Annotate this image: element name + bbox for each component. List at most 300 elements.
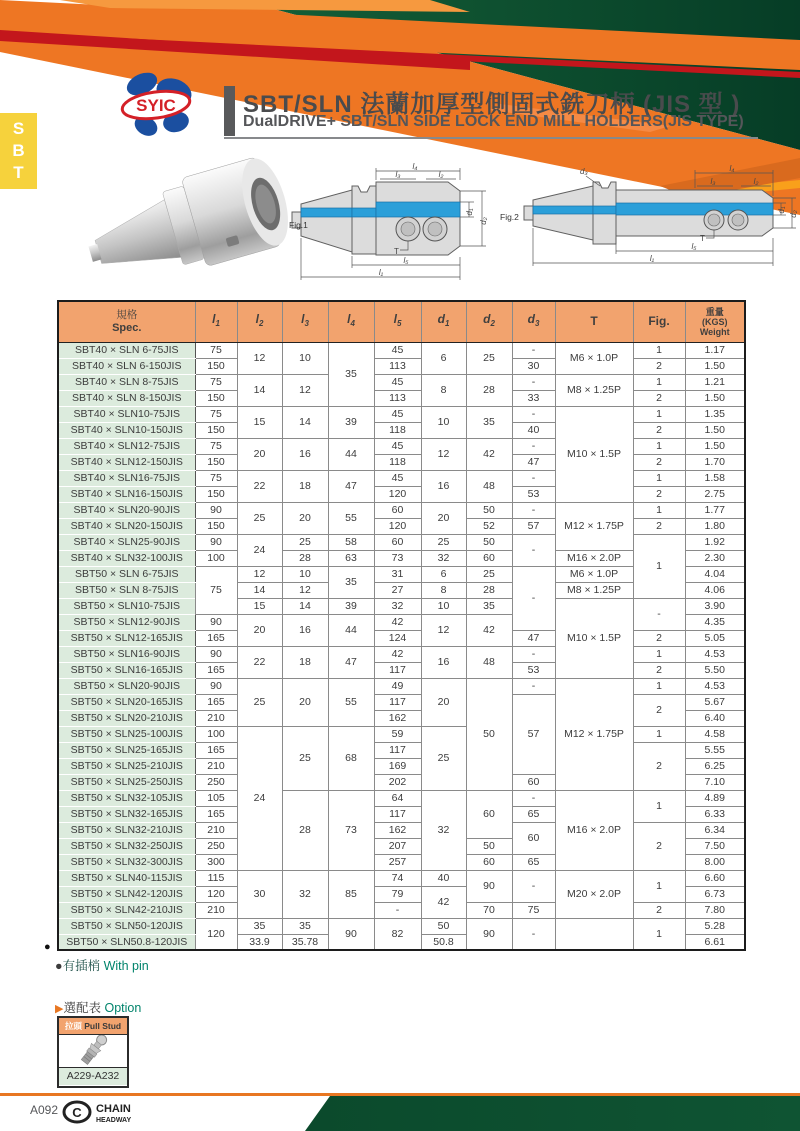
spec-cell: SBT40 × SLN10-150JIS	[58, 422, 195, 438]
data-cell: 32	[421, 790, 466, 870]
data-cell: 31	[374, 566, 421, 582]
data-cell: 1	[633, 342, 685, 358]
data-cell: M12 × 1.75P	[555, 678, 633, 790]
data-cell: 39	[328, 406, 374, 438]
spec-cell: SBT40 × SLN25-90JIS	[58, 534, 195, 550]
data-cell: 1.50	[685, 422, 745, 438]
data-cell	[555, 918, 633, 950]
footer-brand-line2: HEADWAY	[96, 1117, 132, 1124]
data-cell: 7.80	[685, 902, 745, 918]
table-row	[58, 598, 745, 614]
data-cell: M8 × 1.25P	[555, 374, 633, 406]
table-row	[58, 790, 745, 806]
spec-cell: SBT40 × SLN16-150JIS	[58, 486, 195, 502]
figure-1-label: Fig.1	[289, 220, 308, 230]
spec-cell: SBT50 × SLN32-105JIS	[58, 790, 195, 806]
data-cell: 14	[282, 598, 328, 614]
data-cell: 20	[237, 438, 282, 470]
table-row	[58, 870, 745, 886]
dim-label-l4: l₄	[412, 162, 418, 171]
footer-brand-line1: CHAIN	[96, 1103, 131, 1115]
data-cell: -	[512, 342, 555, 358]
data-cell: 210	[195, 822, 237, 838]
dim-label-l1: l₁	[649, 254, 655, 263]
table-row	[58, 502, 745, 518]
col-header-fig: Fig.	[633, 301, 685, 342]
data-cell: -	[512, 790, 555, 806]
dim-label-t: T	[700, 234, 705, 243]
data-cell: 2	[633, 454, 685, 470]
data-cell: 5.55	[685, 742, 745, 758]
spec-cell: SBT50 × SLN20-210JIS	[58, 710, 195, 726]
data-cell: 35	[466, 598, 512, 614]
data-cell: 75	[512, 902, 555, 918]
data-cell: 1	[633, 870, 685, 902]
data-cell: -	[512, 566, 555, 630]
data-cell: 90	[328, 918, 374, 950]
data-cell: -	[512, 374, 555, 390]
data-cell: 124	[374, 630, 421, 646]
data-cell: 6.60	[685, 870, 745, 886]
col-header-d2: $d_2$	[466, 301, 512, 342]
data-cell: 4.58	[685, 726, 745, 742]
chain-headway-logo	[62, 1097, 182, 1127]
data-cell: 25	[466, 566, 512, 582]
data-cell: 257	[374, 854, 421, 870]
pull-stud-card-header	[59, 1018, 127, 1035]
data-cell: 7.50	[685, 838, 745, 854]
data-cell: M6 × 1.0P	[555, 566, 633, 582]
data-cell: 60	[512, 822, 555, 854]
data-cell: 1.58	[685, 470, 745, 486]
spec-cell: SBT50 × SLN42-210JIS	[58, 902, 195, 918]
data-cell: 25	[282, 726, 328, 790]
table-row	[58, 454, 745, 470]
spec-cell: SBT40 × SLN 8-150JIS	[58, 390, 195, 406]
data-cell: 2	[633, 390, 685, 406]
spec-cell: SBT50 × SLN32-210JIS	[58, 822, 195, 838]
data-cell: 44	[328, 438, 374, 470]
spec-cell: SBT50 × SLN12-165JIS	[58, 630, 195, 646]
spec-cell: SBT40 × SLN20-150JIS	[58, 518, 195, 534]
spec-cell: SBT40 × SLN 8-75JIS	[58, 374, 195, 390]
data-cell: 75	[195, 374, 237, 390]
data-cell: 6.40	[685, 710, 745, 726]
table-row	[58, 646, 745, 662]
data-cell: 150	[195, 518, 237, 534]
data-cell: 2	[633, 822, 685, 870]
data-cell: 120	[374, 486, 421, 502]
dim-label-l4: l₄	[729, 164, 735, 173]
col-header-l3: $l_3$	[282, 301, 328, 342]
data-cell: 162	[374, 822, 421, 838]
data-cell: 4.89	[685, 790, 745, 806]
figure-2-label: Fig.2	[500, 212, 519, 222]
data-cell: 47	[512, 630, 555, 646]
data-cell: 90	[195, 614, 237, 630]
data-cell: 75	[195, 438, 237, 454]
data-cell: 32	[374, 598, 421, 614]
data-cell: 113	[374, 390, 421, 406]
table-row	[58, 422, 745, 438]
data-cell: 3.90	[685, 598, 745, 614]
data-cell: -	[374, 902, 421, 918]
data-cell: 75	[195, 342, 237, 358]
pin-note-zh: 有插梢	[62, 959, 101, 973]
option-heading	[55, 998, 141, 1016]
data-cell: 60	[512, 774, 555, 790]
data-cell: M10 × 1.5P	[555, 598, 633, 678]
data-cell: 42	[421, 886, 466, 918]
data-cell: 6	[421, 566, 466, 582]
col-header-l1: $l_1$	[195, 301, 237, 342]
data-cell: 45	[374, 438, 421, 454]
data-cell: 45	[374, 406, 421, 422]
data-cell: 16	[421, 470, 466, 502]
table-row	[58, 438, 745, 454]
data-cell: 25	[421, 534, 466, 550]
syic-logo-text: SYIC	[136, 96, 176, 115]
data-cell: 2	[633, 358, 685, 374]
data-cell: 16	[282, 438, 328, 470]
data-cell: 64	[374, 790, 421, 806]
spec-cell: SBT50 × SLN 8-75JIS	[58, 582, 195, 598]
table-row	[58, 694, 745, 710]
data-cell: 4.06	[685, 582, 745, 598]
data-cell: 40	[512, 422, 555, 438]
data-cell: -	[512, 918, 555, 950]
spec-cell: SBT50 × SLN12-90JIS	[58, 614, 195, 630]
data-cell: 1	[633, 470, 685, 486]
data-cell: 300	[195, 854, 237, 870]
spec-cell: SBT50 × SLN10-75JIS	[58, 598, 195, 614]
data-cell: 120	[195, 918, 237, 950]
data-cell: 25	[237, 678, 282, 726]
data-cell: 5.67	[685, 694, 745, 710]
data-cell: 50	[421, 918, 466, 934]
data-cell: 10	[421, 406, 466, 438]
data-cell: 49	[374, 678, 421, 694]
data-cell: 2.30	[685, 550, 745, 566]
pull-stud-code: A229-A232	[59, 1067, 127, 1085]
data-cell: 42	[374, 646, 421, 662]
data-cell: 165	[195, 742, 237, 758]
syic-logo	[104, 70, 209, 142]
title-rule	[224, 137, 758, 139]
figure-2-drawing	[500, 162, 798, 290]
data-cell: 169	[374, 758, 421, 774]
data-cell: 150	[195, 454, 237, 470]
data-cell: 1	[633, 374, 685, 390]
data-cell: 60	[374, 502, 421, 518]
table-body	[58, 342, 745, 950]
dim-label-l2: l₂	[438, 170, 444, 179]
pin-note-en: With pin	[103, 959, 149, 973]
pin-footnote	[55, 956, 149, 974]
data-cell: M20 × 2.0P	[555, 870, 633, 918]
data-cell: 68	[328, 726, 374, 790]
spec-cell: SBT40 × SLN20-90JIS	[58, 502, 195, 518]
data-cell: 18	[282, 646, 328, 678]
data-cell: 113	[374, 358, 421, 374]
data-cell: 16	[421, 646, 466, 678]
page-title: SBT/SLN 法蘭加厚型側固式銑刀柄 (JIS 型 )	[243, 91, 741, 118]
data-cell: 1.80	[685, 518, 745, 534]
data-cell: 2	[633, 902, 685, 918]
data-cell: 55	[328, 678, 374, 726]
data-cell: 25	[421, 726, 466, 790]
spec-cell: SBT40 × SLN32-100JIS	[58, 550, 195, 566]
data-cell: 82	[374, 918, 421, 950]
title-accent-bar	[224, 86, 235, 136]
data-cell: -	[512, 438, 555, 454]
data-cell: 7.10	[685, 774, 745, 790]
data-cell: 28	[466, 374, 512, 406]
spec-cell: SBT50 × SLN16-165JIS	[58, 662, 195, 678]
data-cell: 50	[466, 838, 512, 854]
data-cell: 30	[237, 870, 282, 918]
spec-cell: SBT50 × SLN32-300JIS	[58, 854, 195, 870]
data-cell: 1	[633, 502, 685, 518]
spec-table	[57, 300, 746, 951]
data-cell: 35.78	[282, 934, 328, 950]
data-cell: 1	[633, 646, 685, 662]
data-cell: 60	[466, 550, 512, 566]
data-cell: 118	[374, 422, 421, 438]
data-cell: 165	[195, 662, 237, 678]
data-cell: 57	[512, 518, 555, 534]
spec-cell: SBT50 × SLN25-100JIS	[58, 726, 195, 742]
table-row	[58, 534, 745, 550]
spec-cell: SBT40 × SLN12-150JIS	[58, 454, 195, 470]
data-cell: 1	[633, 726, 685, 742]
data-cell: 1.17	[685, 342, 745, 358]
data-cell: 25	[282, 534, 328, 550]
data-cell: 47	[328, 646, 374, 678]
data-cell: 20	[237, 614, 282, 646]
spec-cell: SBT40 × SLN16-75JIS	[58, 470, 195, 486]
table-row	[58, 662, 745, 678]
data-cell: 20	[421, 678, 466, 726]
data-cell: M8 × 1.25P	[555, 582, 633, 598]
data-cell: 60	[374, 534, 421, 550]
col-header-l5: $l_5$	[374, 301, 421, 342]
data-cell: 6.61	[685, 934, 745, 950]
table-row	[58, 742, 745, 758]
data-cell: -	[512, 502, 555, 518]
data-cell: 27	[374, 582, 421, 598]
data-cell: 24	[237, 726, 282, 870]
spec-cell: SBT50 × SLN50.8-120JIS	[58, 934, 195, 950]
data-cell: 65	[512, 854, 555, 870]
data-cell: 90	[466, 918, 512, 950]
data-cell: 33.9	[237, 934, 282, 950]
data-cell: 22	[237, 646, 282, 678]
table-row	[58, 390, 745, 406]
dim-label-l1: l₁	[378, 268, 384, 277]
data-cell: 50	[466, 678, 512, 790]
data-cell: 150	[195, 390, 237, 406]
data-cell: 1.77	[685, 502, 745, 518]
data-cell: 75	[195, 406, 237, 422]
data-cell: 5.50	[685, 662, 745, 678]
data-cell: 6	[421, 342, 466, 374]
table-row	[58, 918, 745, 934]
data-cell: 30	[512, 358, 555, 374]
data-cell: 4.53	[685, 646, 745, 662]
spec-cell: SBT50 × SLN32-165JIS	[58, 806, 195, 822]
data-cell: 120	[374, 518, 421, 534]
data-cell: 2	[633, 486, 685, 502]
data-cell: 60	[466, 854, 512, 870]
data-cell: M16 × 2.0P	[555, 550, 633, 566]
data-cell: M6 × 1.0P	[555, 342, 633, 374]
data-cell: 74	[374, 870, 421, 886]
data-cell: 50	[466, 534, 512, 550]
data-cell: 35	[237, 918, 282, 934]
data-cell: 14	[282, 406, 328, 438]
data-cell: 45	[374, 374, 421, 390]
spec-cell: SBT50 × SLN40-115JIS	[58, 870, 195, 886]
data-cell: 20	[282, 678, 328, 726]
data-cell: 45	[374, 470, 421, 486]
data-cell: 207	[374, 838, 421, 854]
data-cell: 42	[466, 438, 512, 470]
data-cell: M10 × 1.5P	[555, 406, 633, 502]
pull-stud-card	[57, 1016, 129, 1088]
table-row	[58, 518, 745, 534]
data-cell: 210	[195, 710, 237, 726]
data-cell: 117	[374, 806, 421, 822]
table-header-row	[58, 301, 745, 342]
data-cell: 73	[374, 550, 421, 566]
data-cell: 14	[237, 582, 282, 598]
data-cell: 150	[195, 358, 237, 374]
dim-label-d2: d₂	[479, 217, 488, 225]
data-cell: 42	[374, 614, 421, 630]
triangle-arrow-icon: ▶	[55, 1003, 64, 1015]
spec-cell: SBT50 × SLN25-165JIS	[58, 742, 195, 758]
dim-label-l2: l₂	[753, 177, 759, 186]
dim-label-l5: l₅	[403, 256, 409, 265]
data-cell: 2	[633, 742, 685, 790]
data-cell: 50.8	[421, 934, 466, 950]
page-code: A092	[30, 1103, 59, 1117]
data-cell: 12	[421, 614, 466, 646]
data-cell: M12 × 1.75P	[555, 502, 633, 550]
data-cell: 115	[195, 870, 237, 886]
col-header-l4: $l_4$	[328, 301, 374, 342]
data-cell: 90	[466, 870, 512, 902]
tab-letter: S	[12, 119, 25, 138]
data-cell: 2	[633, 422, 685, 438]
data-cell: 53	[512, 486, 555, 502]
data-cell: 8	[421, 582, 466, 598]
pull-stud-label-en: Pull Stud	[84, 1021, 122, 1031]
table-row	[58, 470, 745, 486]
data-cell: 65	[512, 806, 555, 822]
data-cell: 48	[466, 470, 512, 502]
data-cell: 25	[466, 342, 512, 374]
data-cell: 39	[328, 598, 374, 614]
data-cell: 4.04	[685, 566, 745, 582]
data-cell: 1.21	[685, 374, 745, 390]
data-cell: 4.53	[685, 678, 745, 694]
data-cell: 10	[282, 566, 328, 582]
data-cell: -	[512, 678, 555, 694]
data-cell: 42	[466, 614, 512, 646]
data-cell: 150	[195, 422, 237, 438]
data-cell: 2	[633, 662, 685, 678]
dim-label-d3: d₃	[580, 167, 588, 176]
col-header-weight: 重量 (KGS) Weight	[685, 301, 745, 342]
data-cell: 6.25	[685, 758, 745, 774]
data-cell: 4.35	[685, 614, 745, 630]
dim-label-t: T	[394, 247, 399, 256]
data-cell: 2	[633, 630, 685, 646]
pin-bullet-icon: ●	[55, 959, 63, 973]
data-cell: 6.33	[685, 806, 745, 822]
data-cell: 25	[237, 502, 282, 534]
data-cell: 50	[466, 502, 512, 518]
data-cell: 1.70	[685, 454, 745, 470]
table-row	[58, 630, 745, 646]
data-cell: 60	[466, 790, 512, 838]
data-cell: 58	[328, 534, 374, 550]
data-cell: 15	[237, 406, 282, 438]
spec-table-wrap	[57, 300, 744, 951]
data-cell: 90	[195, 502, 237, 518]
spec-cell: SBT50 × SLN20-165JIS	[58, 694, 195, 710]
data-cell: 70	[466, 902, 512, 918]
data-cell: 48	[466, 646, 512, 678]
data-cell: 53	[512, 662, 555, 678]
data-cell: 47	[328, 470, 374, 502]
data-cell: 63	[328, 550, 374, 566]
data-cell: 45	[374, 342, 421, 358]
table-row	[58, 406, 745, 422]
table-row	[58, 822, 745, 838]
data-cell: 1	[633, 790, 685, 822]
data-cell: 250	[195, 774, 237, 790]
spec-cell: SBT40 × SLN 6-75JIS	[58, 342, 195, 358]
table-row	[58, 902, 745, 918]
data-cell: 12	[237, 342, 282, 374]
data-cell: 35	[328, 342, 374, 406]
section-tab-sbt	[0, 113, 37, 189]
data-cell: 79	[374, 886, 421, 902]
dim-label-l3: l₃	[395, 170, 401, 179]
col-header-spec: 規格 Spec.	[58, 301, 195, 342]
data-cell: 5.05	[685, 630, 745, 646]
data-cell: 150	[195, 486, 237, 502]
data-cell: 24	[237, 534, 282, 566]
data-cell: 2	[633, 518, 685, 534]
svg-text:C: C	[72, 1105, 82, 1120]
data-cell: 28	[282, 790, 328, 870]
spec-cell: SBT50 × SLN16-90JIS	[58, 646, 195, 662]
pull-stud-icon	[61, 1035, 125, 1067]
data-cell: 1.35	[685, 406, 745, 422]
spec-cell: SBT40 × SLN12-75JIS	[58, 438, 195, 454]
data-cell: 44	[328, 614, 374, 646]
data-cell: -	[512, 870, 555, 902]
data-cell: 117	[374, 694, 421, 710]
data-cell: -	[512, 534, 555, 566]
data-cell: 55	[328, 502, 374, 534]
col-header-l2: $l_2$	[237, 301, 282, 342]
data-cell: 105	[195, 790, 237, 806]
